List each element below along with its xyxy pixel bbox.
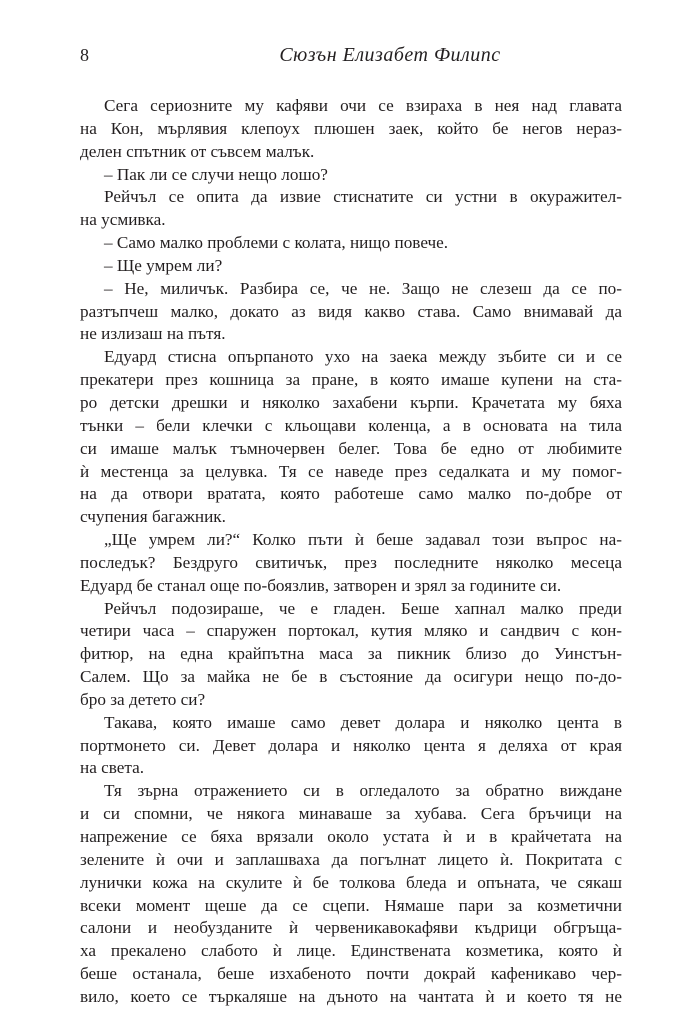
text-line: последък? Бездруго свитичък, през последните няколко месеца <box>80 552 622 572</box>
running-head-author: Сюзън Елизабет Филипс <box>279 44 501 66</box>
text-line: вило, което се търкаляше на дъното на чантата ѝ и което тя не <box>80 986 622 1006</box>
text-line: ѝ местенца за целувка. Тя се наведе през седалката и му помог- <box>80 461 622 481</box>
text-line: бро за детето си? <box>80 689 206 709</box>
text-line: всеки момент щеше да се сцепи. Нямаше пари за козметични <box>80 895 622 915</box>
text-line: напрежение се бяха врязали около устата ѝ и в крайчетата на <box>80 827 622 846</box>
text-line: – Пак ли се случи нещо лошо? <box>104 164 328 184</box>
text-line: си имаше малък тъмночервен белег. Това бе едно от любимите <box>80 438 622 458</box>
text-line: – Ще умрем ли? <box>104 255 223 275</box>
text-line: ро детски дрешки и няколко захабени кърпи. Крачетата му бяха <box>80 392 622 412</box>
text-line: на света. <box>80 758 145 778</box>
text-line: не излизаш на пътя. <box>80 324 226 344</box>
text-line: Сега сериозните му кафяви очи се взираха в нея над главата <box>104 96 622 115</box>
text-line: беше останала, беше изхабеното почти докрай кафеникаво чер- <box>80 964 622 984</box>
text-line: зелените ѝ очи и заплашваха да погълнат лицето ѝ. Покритата с <box>80 849 622 869</box>
text-line: Тя зърна отражението си в огледалото за обратно виждане <box>104 781 622 801</box>
text-line: тънки – бели клечки с кльощави коленца, а в основата на тила <box>80 415 622 435</box>
text-line: Едуард стисна опърпаното ухо на заека между зъбите си и се <box>104 347 622 367</box>
text-line: разтъпчеш малко, докато аз видя какво става. Само внимавай да <box>80 301 622 321</box>
text-line: лунички кожа на скулите ѝ бе толкова бледа и опъната, че сякаш <box>80 872 622 892</box>
text-line: на усмивка. <box>80 210 166 230</box>
text-line: – Не, миличък. Разбира се, че не. Защо не слезеш да се по- <box>104 278 622 298</box>
text-line: и си спомни, че някога минаваше за хубава. Сега бръчици на <box>80 804 622 824</box>
text-line: ха прекалено слабото ѝ лице. Единствената козметика, която ѝ <box>80 941 622 961</box>
text-line: фитюр, на една крайпътна маса за пикник близо до Уинстън- <box>80 644 622 664</box>
text-line: прекатери през кошница за пране, в която имаше купени на ста- <box>80 370 622 390</box>
text-line: салони и необузданите ѝ червеникавокафяви къдрици обгръща- <box>80 918 622 938</box>
text-line: Рейчъл се опита да извие стиснатите си устни в окуражител- <box>104 187 622 207</box>
text-line: на Кон, мърлявия клепоух плюшен заек, който бе негов нераз- <box>80 118 622 138</box>
text-line: портмонето си. Девет долара и няколко цента я деляха от края <box>80 735 622 755</box>
text-line: четири часа – спаружен портокал, кутия мляко и сандвич с кон- <box>80 621 622 641</box>
text-line: на да отвори вратата, която работеше само малко по-добре от <box>80 484 622 504</box>
text-line: счупения багажник. <box>80 507 226 527</box>
text-line: Такава, която имаше само девет долара и няколко цента в <box>104 712 622 732</box>
page-number: 8 <box>80 45 89 65</box>
text-line: делен спътник от съвсем малък. <box>80 141 315 161</box>
text-line: – Само малко проблеми с колата, нищо повече. <box>104 233 449 253</box>
text-line: „Ще умрем ли?“ Колко пъти ѝ беше задавал този въпрос на- <box>104 530 622 550</box>
text-line: Рейчъл подозираше, че е гладен. Беше хапнал малко преди <box>104 598 622 618</box>
text-line: Едуард бе станал още по-боязлив, затворен и зрял за годините си. <box>80 575 562 595</box>
text-line: Салем. Що за майка не бе в състояние да осигури нещо по-до- <box>80 667 622 687</box>
body-text <box>80 95 622 1009</box>
